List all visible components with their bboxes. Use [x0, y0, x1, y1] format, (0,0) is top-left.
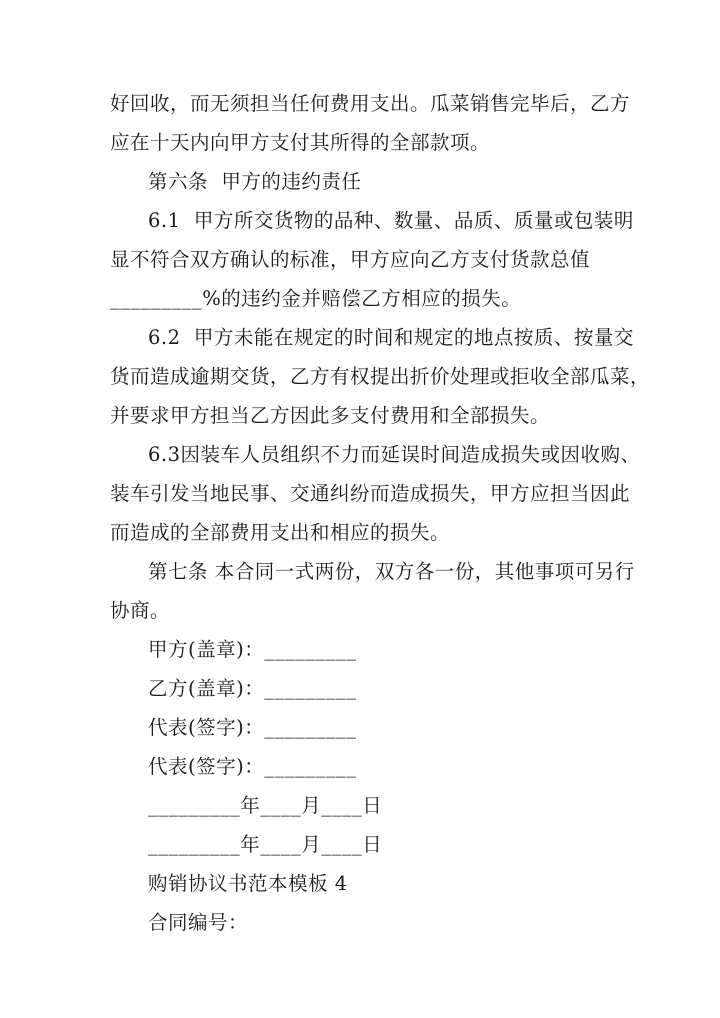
- paragraph-line: 协商。: [110, 599, 171, 622]
- party-b-seal-field: 乙方(盖章)：_________: [148, 677, 357, 700]
- article-seven: 第七条 本合同一式两份，双方各一份，其他事项可另行: [148, 560, 635, 583]
- date-field: _________年____月____日: [148, 794, 383, 817]
- template-title: 购销协议书范本模板 4: [148, 872, 348, 895]
- paragraph-line: 装车引发当地民事、交通纠纷而造成损失，甲方应担当因此: [110, 482, 631, 505]
- representative-signature-field: 代表(签字)：_________: [148, 755, 357, 778]
- representative-signature-field: 代表(签字)：_________: [148, 716, 357, 739]
- paragraph-line: 应在十天内向甲方支付其所得的全部款项。: [110, 131, 491, 154]
- paragraph-line: 好回收，而无须担当任何费用支出。瓜菜销售完毕后，乙方: [110, 92, 631, 115]
- clause-6-1: 6.1 甲方所交货物的品种、数量、品质、质量或包装明: [148, 209, 634, 232]
- clause-6-3: 6.3因装车人员组织不力而延误时间造成损失或因收购、: [148, 443, 641, 466]
- paragraph-line: 货而造成逾期交货，乙方有权提出折价处理或拒收全部瓜菜，: [110, 365, 651, 388]
- party-a-seal-field: 甲方(盖章)：_________: [148, 638, 357, 661]
- paragraph-line: 显不符合双方确认的标准，甲方应向乙方支付货款总值: [110, 248, 591, 271]
- paragraph-line: _________%的违约金并赔偿乙方相应的损失。: [110, 287, 522, 310]
- paragraph-line: 并要求甲方担当乙方因此多支付费用和全部损失。: [110, 404, 551, 427]
- article-six-heading: 第六条 甲方的违约责任: [148, 170, 362, 193]
- date-field: _________年____月____日: [148, 833, 383, 856]
- paragraph-line: 而造成的全部费用支出和相应的损失。: [110, 521, 451, 544]
- clause-6-2: 6.2 甲方未能在规定的时间和规定的地点按质、按量交: [148, 326, 634, 349]
- contract-number-label: 合同编号：: [148, 911, 249, 934]
